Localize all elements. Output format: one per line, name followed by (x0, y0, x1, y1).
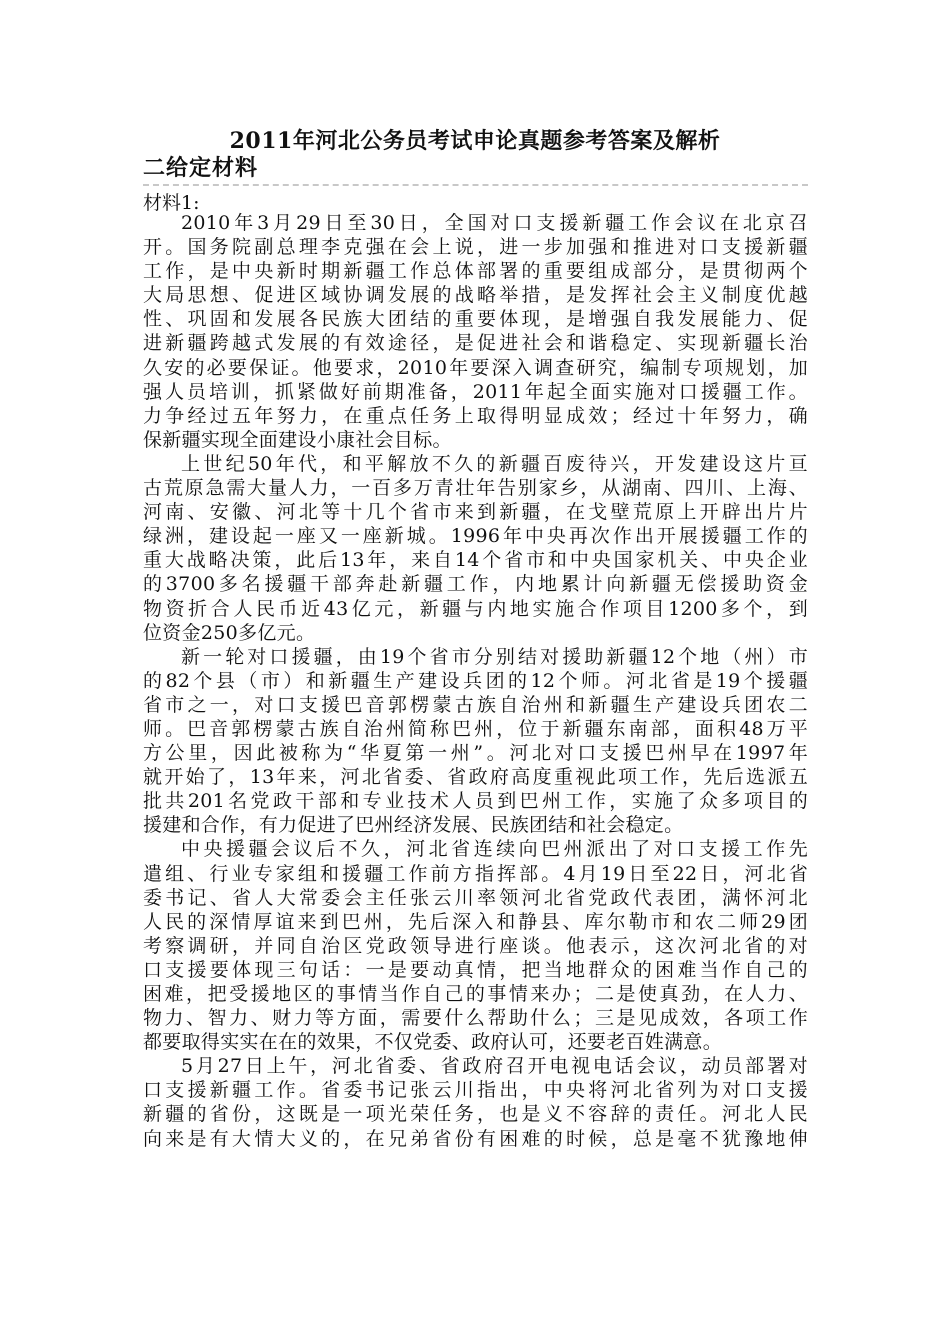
text-line: 上世纪50年代，和平解放不久的新疆百废待兴，开发建设这片亘 (181, 452, 808, 475)
text-line: 大局思想、促进区域协调发展的战略举措，是发挥社会主义制度优越 (143, 284, 808, 307)
text-line: 遣组、行业专家组和援疆工作前方指挥部。4月19日至22日，河北省 (143, 862, 808, 885)
text-line: 委书记、省人大常委会主任张云川率领河北省党政代表团，满怀河北 (143, 886, 808, 909)
text-line: 口支援新疆工作。省委书记张云川指出，中央将河北省列为对口支援 (143, 1079, 808, 1102)
text-line: 师。巴音郭楞蒙古族自治州简称巴州，位于新疆东南部，面积48万平 (143, 717, 808, 740)
text-line: 2010年3月29日至30日，全国对口支援新疆工作会议在北京召 (181, 212, 808, 234)
text-line: 困难，把受援地区的事情当作自己的事情来办；二是使真劲，在人力、 (143, 983, 808, 1005)
text-line: 保新疆实现全面建设小康社会目标。 (143, 428, 452, 451)
text-line: 新疆的省份，这既是一项光荣任务，也是义不容辞的责任。河北人民 (143, 1103, 808, 1126)
text-line: 位资金250多亿元。 (143, 621, 316, 644)
text-line: 的82个县（市）和新疆生产建设兵团的12个师。河北省是19个援疆 (143, 669, 808, 692)
text-line: 物资折合人民币近43亿元，新疆与内地实施合作项目1200多个，到 (143, 597, 808, 620)
text-line: 方公里，因此被称为“华夏第一州”。河北对口支援巴州早在1997年 (143, 742, 808, 765)
text-line: 古荒原急需大量人力，一百多万青壮年告别家乡，从湖南、四川、上海、 (143, 477, 808, 500)
text-line: 新一轮对口援疆，由19个省市分别结对援助新疆12个地（州）市 (181, 645, 808, 668)
text-line: 人民的深情厚谊来到巴州，先后深入和静县、库尔勒市和农二师29团 (143, 910, 808, 933)
text-line: 物力、智力、财力等方面，需要什么帮助什么；三是见成效，各项工作 (143, 1007, 808, 1030)
text-line: 性、巩固和发展各民族大团结的重要体现，是增强自我发展能力、促 (143, 308, 808, 331)
material-label: 材料1: (143, 192, 200, 214)
text-line: 力争经过五年努力，在重点任务上取得明显成效；经过十年努力，确 (143, 404, 808, 427)
text-line: 久安的必要保证。他要求，2010年要深入调查研究，编制专项规划，加 (143, 356, 808, 379)
text-line: 进新疆跨越式发展的有效途径，是促进社会和谐稳定、实现新疆长治 (143, 332, 808, 355)
text-line: 批共201名党政干部和专业技术人员到巴州工作，实施了众多项目的 (143, 790, 808, 813)
text-line: 都要取得实实在在的效果，不仅党委、政府认可，还要老百姓满意。 (143, 1031, 723, 1054)
text-line: 重大战略决策，此后13年，来自14个省市和中央国家机关、中央企业 (143, 549, 808, 572)
text-line: 5月27日上午，河北省委、省政府召开电视电话会议，动员部署对 (181, 1055, 808, 1078)
text-line: 向来是有大情大义的，在兄弟省份有困难的时候，总是毫不犹豫地伸 (143, 1127, 808, 1150)
text-line: 援建和合作，有力促进了巴州经济发展、民族团结和社会稳定。 (143, 814, 684, 837)
text-line: 中央援疆会议后不久，河北省连续向巴州派出了对口支援工作先 (181, 838, 808, 861)
text-line: 的3700多名援疆干部奔赴新疆工作，内地累计向新疆无偿援助资金 (143, 573, 808, 596)
material-body (143, 211, 808, 1151)
text-line: 开。国务院副总理李克强在会上说，进一步加强和推进对口支援新疆 (143, 236, 808, 259)
text-line: 强人员培训，抓紧做好前期准备，2011年起全面实施对口援疆工作。 (143, 380, 808, 403)
section-heading: 二给定材料 (143, 155, 259, 181)
text-line: 考察调研，并同自治区党政领导进行座谈。他表示，这次河北省的对 (143, 934, 808, 957)
dashed-divider (143, 184, 808, 186)
text-line: 工作，是中央新时期新疆工作总体部署的重要组成部分，是贯彻两个 (143, 260, 808, 283)
text-line: 河南、安徽、河北等十几个省市来到新疆，在戈壁荒原上开辟出片片 (143, 501, 808, 524)
text-line: 绿洲，建设起一座又一座新城。1996年中央再次作出开展援疆工作的 (143, 525, 808, 548)
text-line: 省市之一，对口支援巴音郭楞蒙古族自治州和新疆生产建设兵团农二 (143, 693, 808, 716)
text-line: 口支援要体现三句话：一是要动真情，把当地群众的困难当作自己的 (143, 958, 808, 981)
text-line: 就开始了，13年来，河北省委、省政府高度重视此项工作，先后选派五 (143, 766, 808, 789)
document-title: 2011年河北公务员考试申论真题参考答案及解析 (229, 128, 721, 154)
